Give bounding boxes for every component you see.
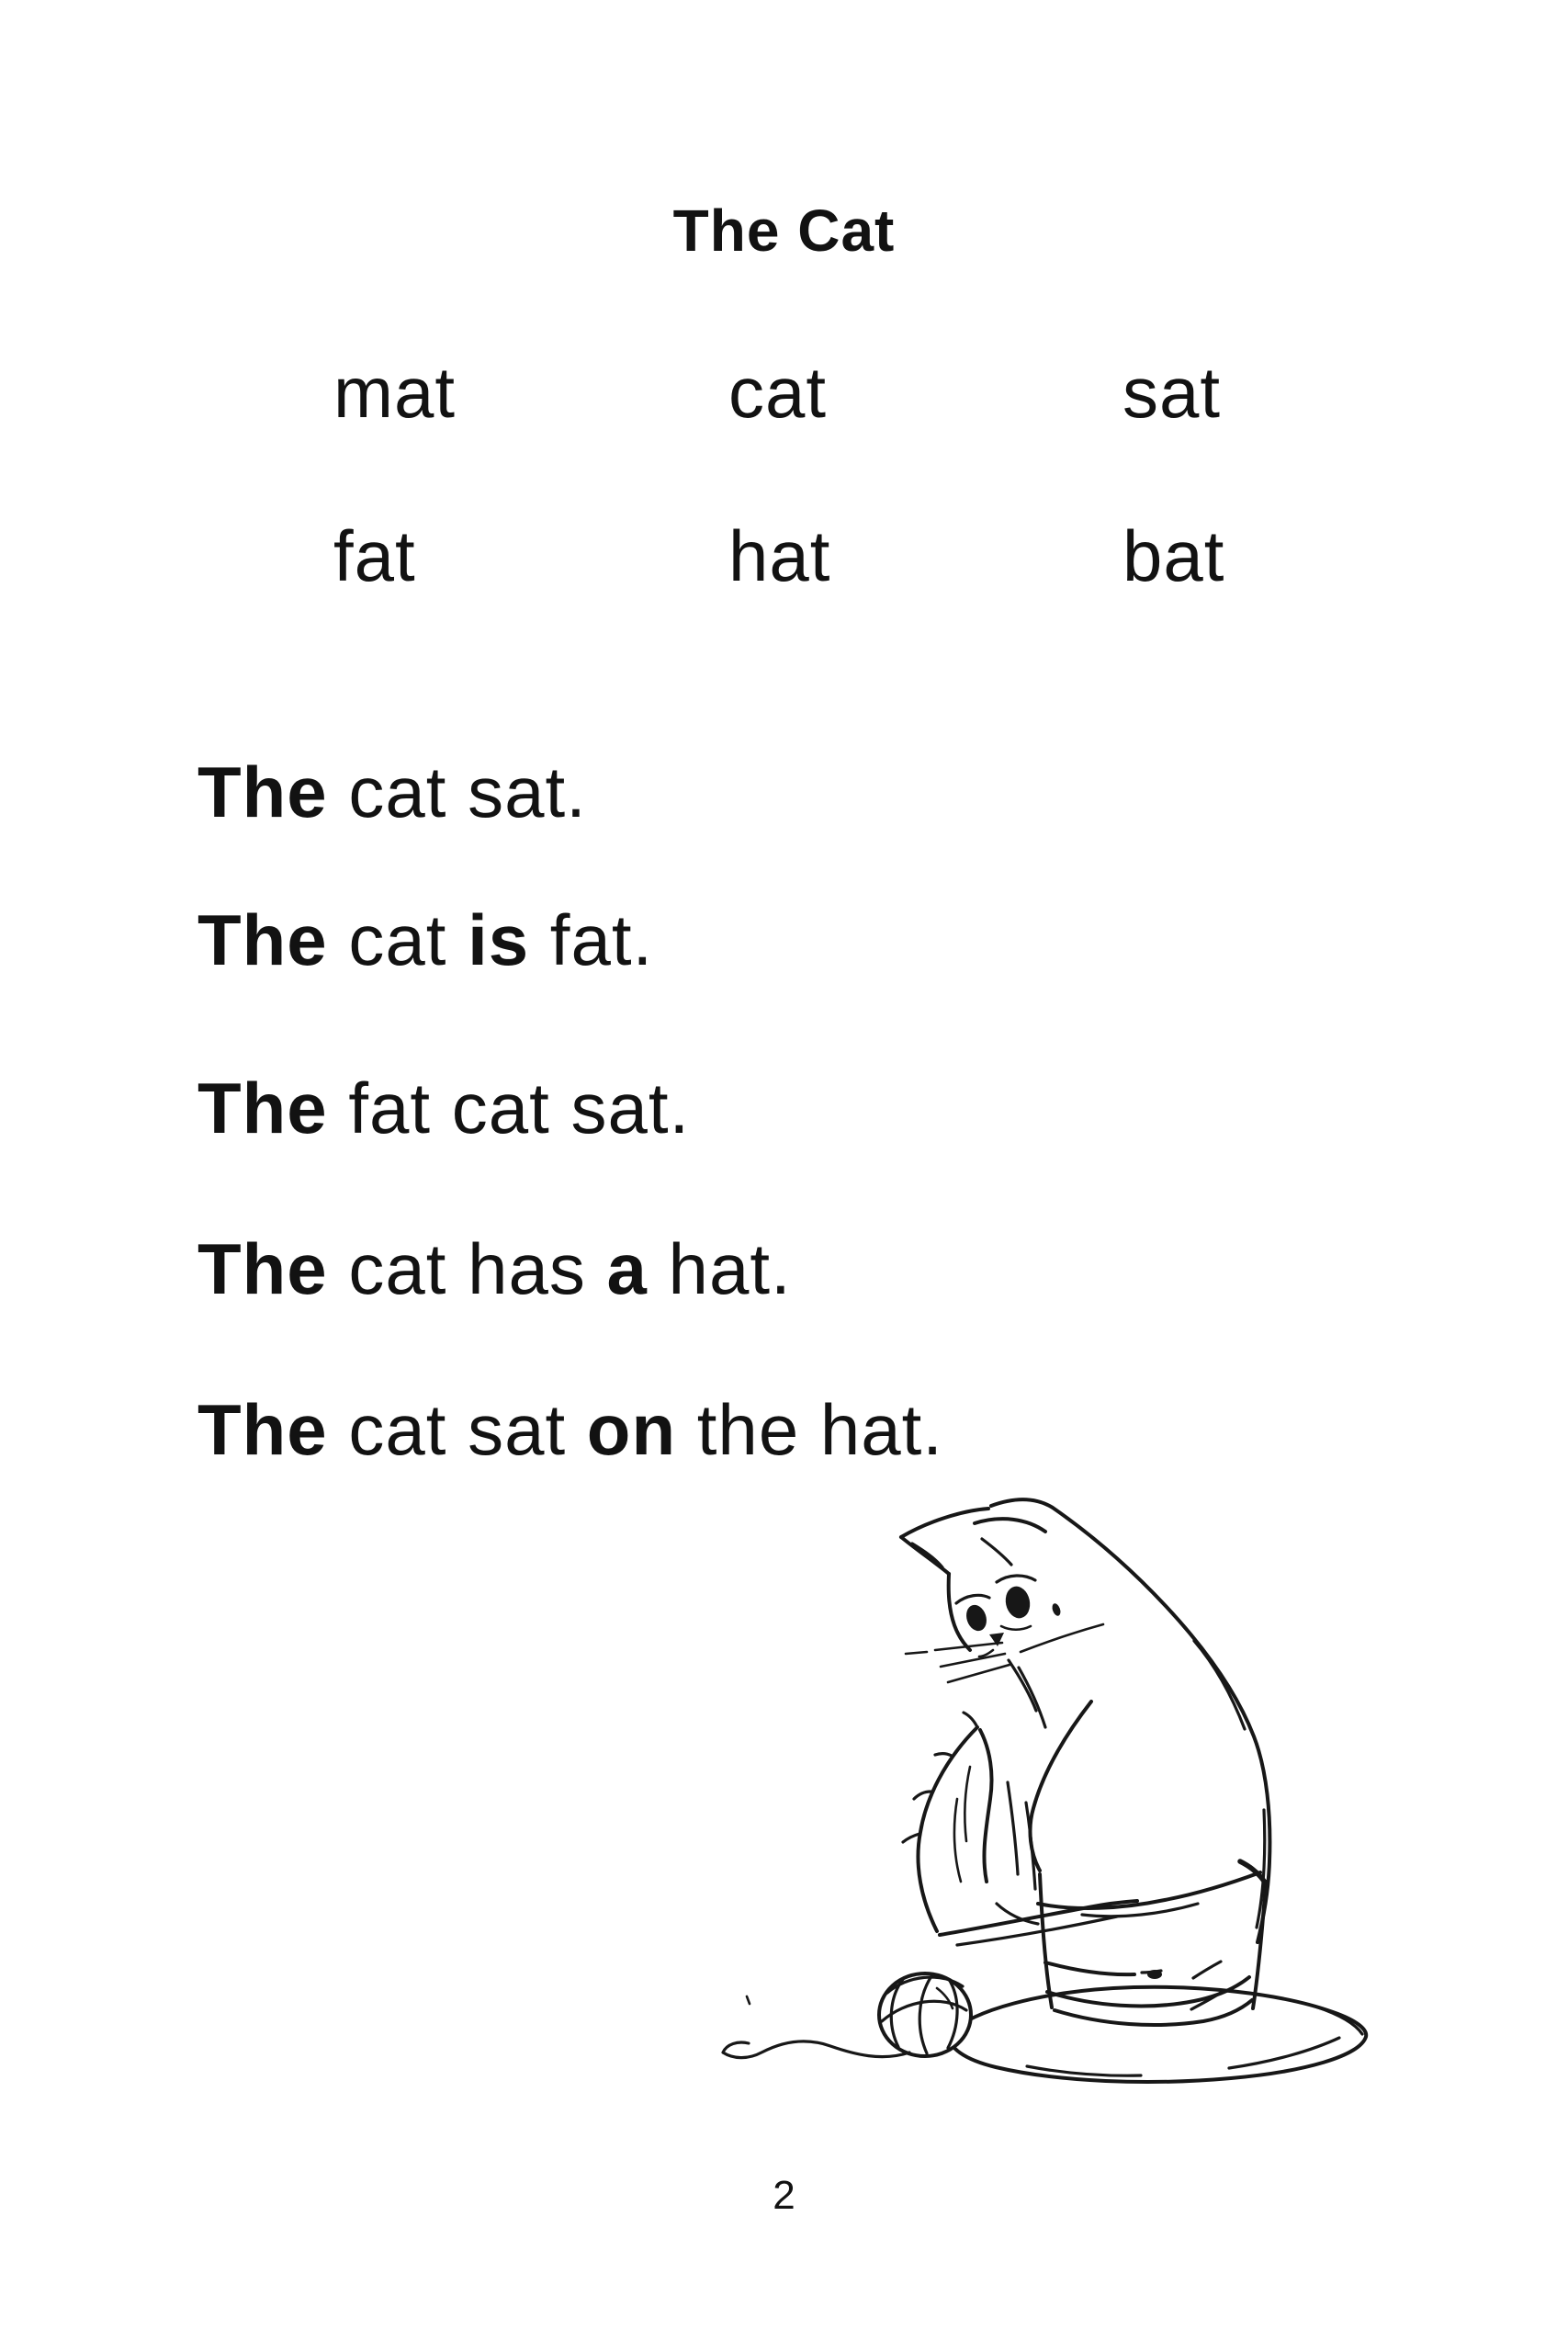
sentence <box>197 1228 792 1309</box>
hat-brim <box>949 1987 1366 2082</box>
sentence-part: cat sat. <box>327 752 587 832</box>
drill-word: hat <box>728 515 831 596</box>
yarn-strand <box>723 2041 909 2058</box>
sentence <box>197 899 654 980</box>
sentence-part-bold: The <box>197 1389 328 1470</box>
sentence-part-bold: The <box>197 752 328 832</box>
sentence <box>197 1068 691 1148</box>
sentence-part: cat <box>327 899 468 980</box>
page-title: The Cat <box>672 198 896 264</box>
ink-speck <box>747 1996 750 2004</box>
cat-whiskers <box>906 1624 1103 1682</box>
hat-crown <box>1038 1861 1267 2025</box>
sentence-part-bold: is <box>468 899 530 980</box>
sentence-part-bold: a <box>606 1228 648 1309</box>
sentence-part: cat has <box>327 1228 607 1309</box>
cat-illustration <box>716 1496 1373 2088</box>
sentence <box>197 1389 943 1470</box>
drill-word: cat <box>728 352 828 433</box>
cat-body <box>991 1499 1269 1942</box>
sentence-part: the hat. <box>676 1389 943 1470</box>
yarn-ball <box>723 1973 971 2058</box>
sentence-part-bold: The <box>197 1068 328 1148</box>
drill-word: fat <box>333 515 416 596</box>
cat-eyes <box>956 1576 1035 1634</box>
sentence-part-bold: on <box>586 1389 677 1470</box>
drill-word: bat <box>1122 515 1225 596</box>
sentence-part-bold: The <box>197 899 328 980</box>
cat-tail <box>903 1713 1137 1945</box>
sentence-part: cat sat <box>327 1389 587 1470</box>
sentence-part: fat cat sat. <box>327 1068 691 1148</box>
sentence <box>197 752 587 832</box>
drill-word: sat <box>1122 352 1222 433</box>
sentence-part: hat. <box>647 1228 792 1309</box>
drill-word: mat <box>333 352 457 433</box>
page-number: 2 <box>773 2173 795 2218</box>
sentence-part: fat. <box>529 899 654 980</box>
cat-head <box>901 1509 1103 1727</box>
sentence-part-bold: The <box>197 1228 328 1309</box>
